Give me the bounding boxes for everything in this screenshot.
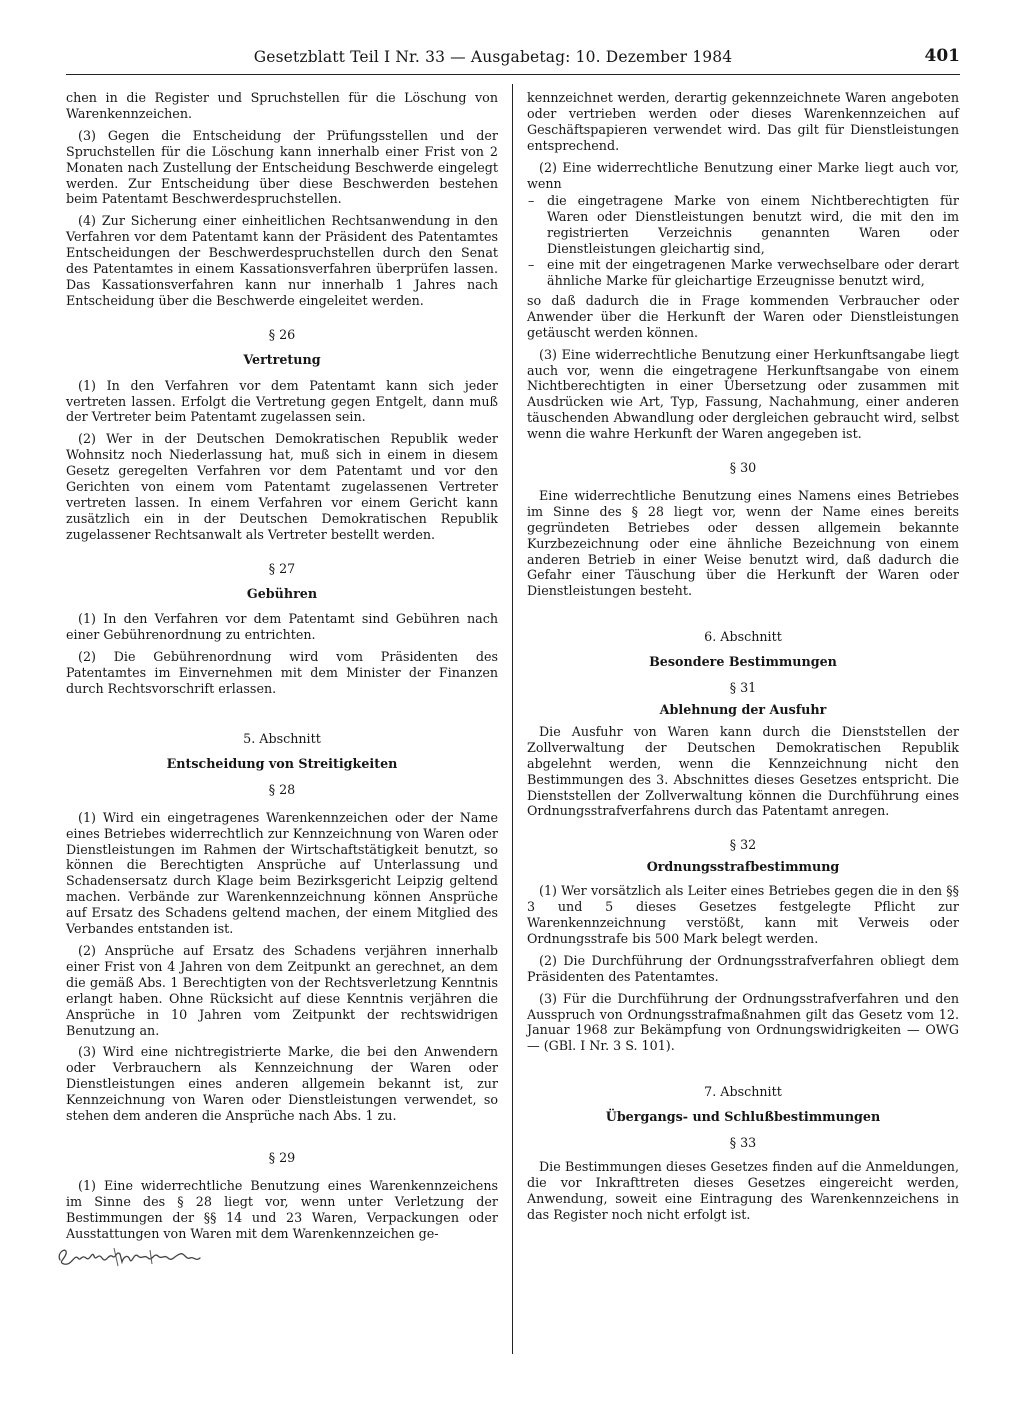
paragraph: kennzeichnet werden, derartig gekennzeichnete Waren angeboten oder vertrieben werden oder dieses Warenkennzeichen auf Geschäftspapieren verwendet wird. Das gilt für Dienstleistungen entsprechend. [527,90,959,153]
chapter-title: Besondere Bestimmungen [649,654,837,670]
paragraph: chen in die Register und Spruchstellen für die Löschung von Warenkennzeichen. [66,90,498,121]
handwritten-annotation [54,1240,234,1270]
dash-list [527,193,959,288]
chapter-title: Entscheidung von Streitigkeiten [166,755,398,771]
paragraph: (3) Wird eine nichtregistrierte Marke, die bei den Anwendern oder Verbrauchern als Kennzeichnung der Waren oder Dienstleistungen eines anderen allgemein bekannt ist, zur Kennzeichnung von Waren oder Dienstleistungen verwendet, so stehen dem anderen die Ansprüche nach Abs. 1 zu. [66,1044,498,1124]
page-number: 401 [924,46,960,66]
paragraph: (3) Eine widerrechtliche Benutzung einer Herkunftsangabe liegt auch vor, wenn die eingetragene Herkunftsangabe von einem Nichtberechtigten in einer Übersetzung oder zusammen mit Ausdrücken wie Art, Typ, Fassung, Nachahmung, einer anderen täuschenden Abwandlung oder dergleichen gebraucht wird, selbst wenn die wahre Herkunft der Waren angegeben ist. [527,346,959,442]
paragraph: (1) Wird ein eingetragenes Warenkennzeichen oder der Name eines Betriebes widerrechtlich zur Kennzeichnung von Waren oder Dienstleistungen im Rahmen der Wirtschaftstätigkeit benutzt, so können die Berechtigten Ansprüche auf Unterlassung und Schadensersatz durch Klage beim Bezirksgericht Leipzig geltend machen. Verbände zur Warenkennzeichnung können Ansprüche auf Ersatz des Schadens geltend machen, der einem Mitglied des Verbandes entstanden ist. [66,809,498,937]
paragraph: so daß dadurch die in Frage kommenden Verbraucher oder Anwender über die Herkunft der Waren oder Dienstleistungen getäuscht werden können. [527,292,959,340]
list-item: – die eingetragene Marke von einem Nichtberechtigten für Waren oder Dienstleistungen benutzt wird, die mit den im registrierten Verzeichnis genannten Waren oder Dienstleistungen gleichartig sind, [528,193,959,257]
paragraph: (1) Wer vorsätzlich als Leiter eines Betriebes gegen die in den §§ 3 und 5 dieses Gesetzes festgelegte Pflicht zur Warenkennzeichnung verstößt, kann mit Verweis oder Ordnungsstrafe bis 500 Mark belegt werden. [527,883,959,946]
section-number: § 26 [268,326,296,342]
section-number: § 28 [268,781,296,797]
paragraph: (2) Die Gebührenordnung wird vom Präsidenten des Patentamtes im Einvernehmen mit dem Minister der Finanzen durch Rechtsvorschrift erlassen. [66,649,498,697]
list-item: – eine mit der eingetragenen Marke verwechselbare oder derart ähnliche Marke für gleichartige Erzeugnisse benutzt wird, [528,257,959,288]
paragraph: Eine widerrechtliche Benutzung eines Namens eines Betriebes im Sinne des § 28 liegt vor, wenn der Name eines bereits gegründeten Betriebes oder dessen allgemein bekannte Kurzbezeichnung oder eine ähnliche Bezeichnung von einem anderen Betrieb in einer Weise benutzt wird, daß dadurch die Gefahr einer Täuschung über die Herkunft der Waren oder Dienstleistungen besteht. [527,487,959,599]
section-number: § 33 [729,1135,757,1151]
chapter-number: 7. Abschnitt [704,1084,782,1100]
paragraph: (2) Die Durchführung der Ordnungsstrafverfahren obliegt dem Präsidenten des Patentamtes. [527,952,959,984]
paragraph: Die Bestimmungen dieses Gesetzes finden auf die Anmeldungen, die vor Inkrafttreten dieses Gesetzes eingereicht werden, Anwendung, soweit eine Eintragung des Warenkennzeichens in das Register noch nicht erfolgt ist. [527,1158,959,1222]
chapter-number: 6. Abschnitt [704,629,782,645]
right-column [527,90,959,1229]
section-title: Gebühren [246,585,318,601]
paragraph: (3) Gegen die Entscheidung der Prüfungsstellen und der Spruchstellen für die Löschung kann innerhalb einer Frist von 2 Monaten nach Zustellung der Entscheidung Beschwerde eingelegt werden. Zur Entscheidung über diese Beschwerden bestehen beim Patentamt Beschwerdespruchstellen. [66,127,498,207]
chapter-title: Übergangs- und Schlußbestimmungen [605,1109,881,1125]
paragraph: (1) Eine widerrechtliche Benutzung eines Warenkennzeichens im Sinne des § 28 liegt vor, wenn unter Verletzung der Bestimmungen der §§ 14 und 23 Waren, Verpackungen oder Ausstattungen von Waren mit dem Warenkennzeichen ge- [66,1177,498,1241]
paragraph: (1) In den Verfahren vor dem Patentamt kann sich jeder vertreten lassen. Erfolgt die Vertretung gegen Entgelt, dann muß der Vertreter beim Patentamt zugelassen sein. [66,377,498,425]
section-title: Ordnungsstrafbestimmung [646,859,840,875]
paragraph: (4) Zur Sicherung einer einheitlichen Rechtsanwendung in den Verfahren vor dem Patentamt kann der Präsident des Patentamtes Entscheidungen der Beschwerdespruchstellen durch den Senat des Patentamtes in einem Kassationsverfahren überprüfen lassen. Das Kassationsverfahren kann nur innerhalb 1 Jahres nach Entscheidung über die Beschwerde eingeleitet werden. [66,213,498,308]
section-number: § 30 [729,460,757,476]
section-title: Ablehnung der Ausfuhr [659,702,827,717]
column-divider [512,84,513,1354]
paragraph: (2) Wer in der Deutschen Demokratischen Republik weder Wohnsitz noch Niederlassung hat, muß sich in einem in diesem Gesetz geregelten Verfahren vor dem Patentamt und vor den Gerichten von einem vom Patentamt zugelassenen Vertreter vertreten lassen. In einem Verfahren vor einem Gericht kann zusätzlich ein in der Deutschen Demokratischen Republik zugelassener Rechtsanwalt als Vertreter bestellt werden. [66,431,498,542]
dash-marker: – [528,193,535,209]
paragraph: (2) Ansprüche auf Ersatz des Schadens verjähren innerhalb einer Frist von 4 Jahren von dem Zeitpunkt an gerechnet, an dem die gemäß Abs. 1 Berechtigten von der Rechtsverletzung Kenntnis erlangt haben. Ohne Rücksicht auf diese Kenntnis verjähren die Ansprüche in 10 Jahren vom Zeitpunkt der rechtswidrigen Benutzung an. [66,942,498,1038]
dash-marker: – [528,257,535,273]
section-number: § 27 [268,560,296,576]
paragraph: Die Ausfuhr von Waren kann durch die Dienststellen der Zollverwaltung der Deutschen Demokratischen Republik abgelehnt werden, wenn die Kennzeichnung nicht den Bestimmungen des 3. Abschnittes dieses Gesetzes entspricht. Die Dienststellen der Zollverwaltung können die Durchführung eines Ordnungsstrafverfahrens durch das Patentamt anregen. [527,723,959,819]
paragraph: (1) In den Verfahren vor dem Patentamt sind Gebühren nach einer Gebührenordnung zu entrichten. [66,611,498,643]
section-title: Vertretung [243,351,321,367]
paragraph: (2) Eine widerrechtliche Benutzung einer Marke liegt auch vor, wenn [527,159,959,191]
section-number: § 29 [268,1149,296,1165]
handwritten-signature-graphic [54,1240,234,1270]
left-column [66,90,498,1247]
page-header [66,44,960,75]
section-number: § 31 [729,680,757,696]
chapter-number: 5. Abschnitt [243,731,321,746]
paragraph: (3) Für die Durchführung der Ordnungsstrafverfahren und den Ausspruch von Ordnungsstrafmaßnahmen gilt das Gesetz vom 12. Januar 1968 zur Bekämpfung von Ordnungswidrigkeiten — OWG — (GBl. I Nr. 3 S. 101). [527,990,959,1054]
section-number: § 32 [729,837,757,853]
gazette-title: Gesetzblatt Teil I Nr. 33 — Ausgabetag: 10. Dezember 1984 [253,48,733,66]
